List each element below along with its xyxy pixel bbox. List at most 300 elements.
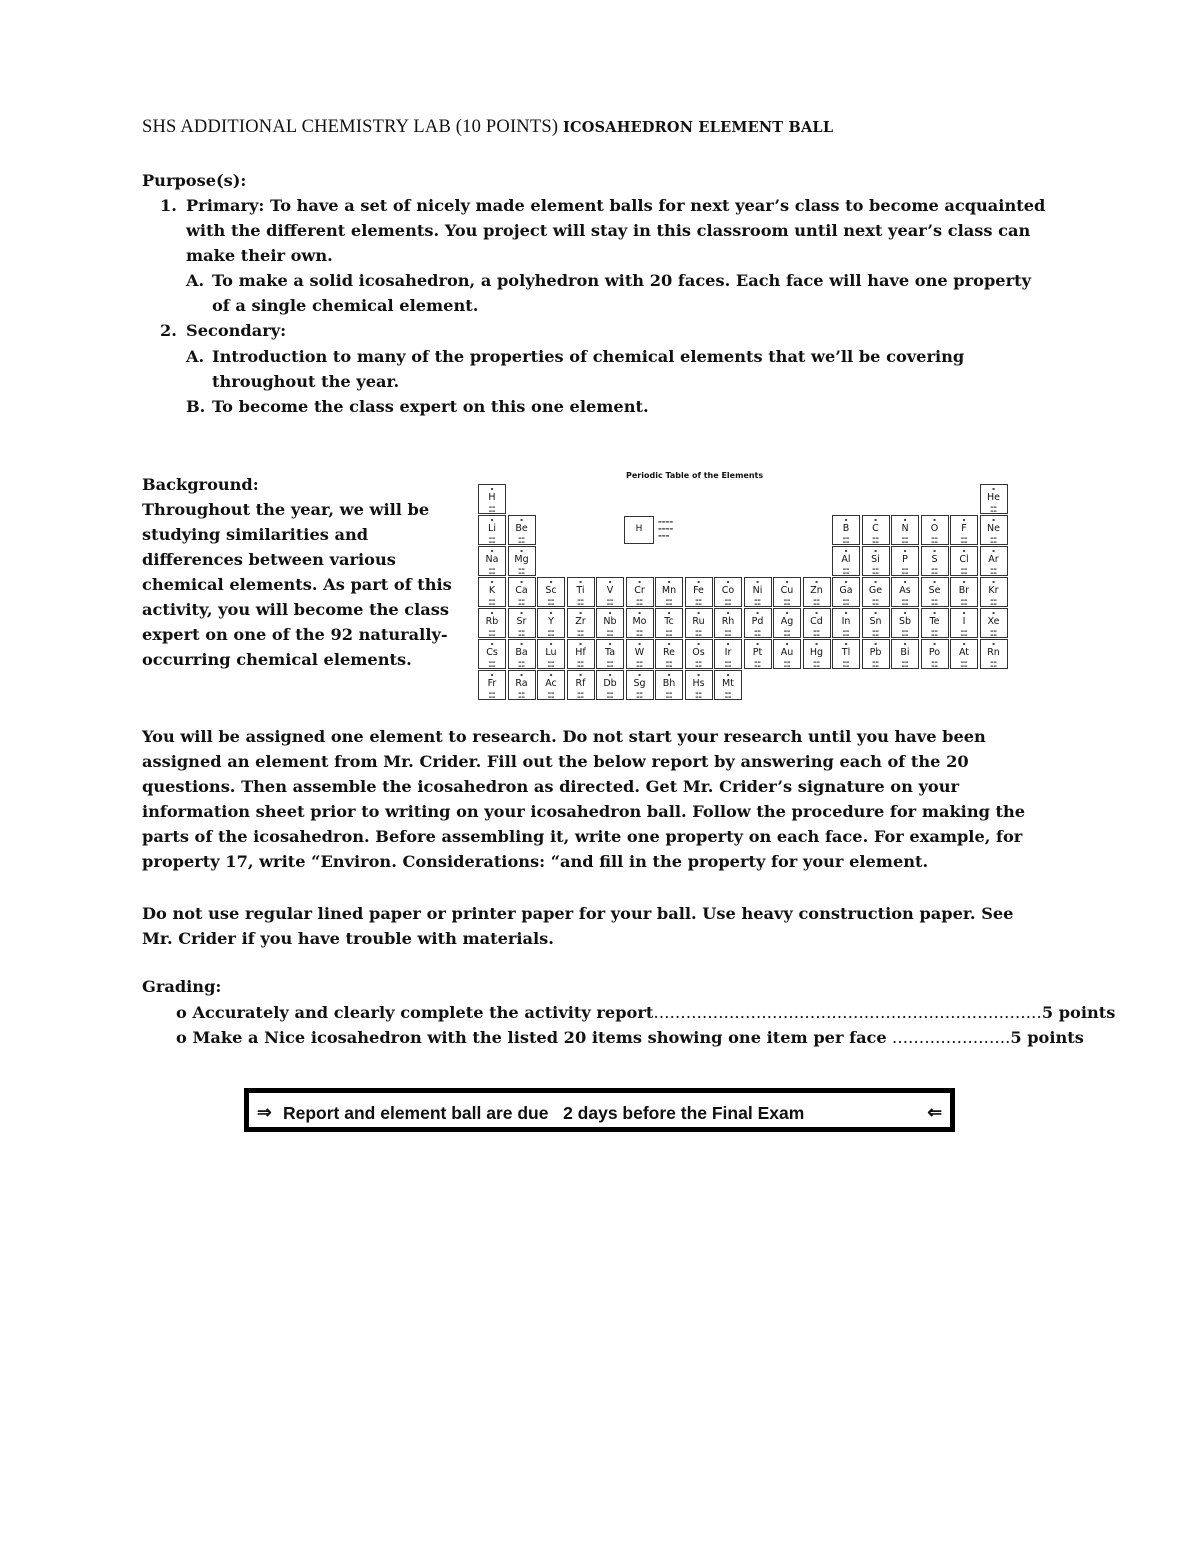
element-number-mark: ▪	[962, 579, 966, 584]
element-number-mark: ▪	[520, 641, 523, 646]
element-symbol: N	[901, 523, 909, 534]
element-cell-cu	[773, 577, 801, 607]
grading-item-1	[176, 1003, 1115, 1022]
element-cell-n	[891, 515, 919, 545]
element-number-mark: ▪	[549, 641, 553, 646]
element-mass-mark: ▬▬	[724, 633, 732, 637]
element-symbol: P	[902, 554, 908, 565]
element-mass-mark: ▬▬	[754, 664, 761, 668]
element-name-mark: ▬▬	[901, 629, 909, 633]
element-symbol: Ar	[988, 554, 999, 565]
element-symbol: Ne	[987, 523, 1000, 534]
element-name-mark: ▬▬	[695, 660, 702, 664]
element-symbol: O	[930, 523, 939, 534]
element-symbol: S	[931, 554, 938, 565]
element-symbol: Fr	[487, 678, 497, 689]
element-number-mark: ▪	[844, 517, 848, 522]
element-mass-mark: ▬▬	[901, 633, 909, 637]
element-mass-mark: ▬▬	[901, 664, 909, 668]
element-symbol: F	[961, 523, 967, 534]
element-name-mark: ▬▬	[488, 660, 496, 664]
element-number-mark: ▪	[549, 610, 553, 615]
element-mass-mark: ▬▬	[783, 664, 791, 668]
element-symbol: Al	[841, 554, 851, 565]
element-cell-re	[655, 639, 683, 669]
element-number-mark: ▪	[490, 486, 494, 491]
element-name-mark: ▬▬	[518, 691, 525, 695]
element-mass-mark: ▬▬	[813, 633, 820, 637]
element-mass-mark: ▬▬	[990, 509, 997, 513]
element-name-mark: ▬▬	[990, 660, 997, 664]
element-symbol: Ru	[692, 616, 705, 627]
element-name-mark: ▬▬	[960, 567, 968, 571]
element-number-mark: ▪	[903, 610, 907, 615]
purpose-item-1-sub-line-1: To make a solid icosahedron, a polyhedron with 20 faces. Each face will have one property	[212, 271, 1031, 290]
element-number-mark: ▪	[667, 641, 671, 646]
grading-item-1-points: 5 points	[1041, 1003, 1116, 1022]
element-name-mark: ▬▬	[695, 629, 702, 633]
element-symbol: Mo	[632, 616, 647, 627]
element-cell-mt	[714, 670, 742, 700]
element-symbol: Lu	[545, 647, 557, 658]
element-number-mark: ▪	[962, 517, 966, 522]
element-number-mark: ▪	[726, 579, 730, 584]
element-name-mark: ▬▬	[665, 660, 673, 664]
element-name-mark: ▬▬	[783, 629, 791, 633]
element-mass-mark: ▬▬	[665, 695, 673, 699]
element-name-mark: ▬▬	[577, 629, 584, 633]
element-mass-mark: ▬▬	[842, 633, 850, 637]
element-name-mark: ▬▬	[931, 536, 938, 540]
element-cell-sg	[626, 670, 654, 700]
element-name-mark: ▬▬	[960, 629, 968, 633]
element-symbol: Os	[692, 647, 705, 658]
element-cell-rn	[980, 639, 1008, 669]
element-number-mark: ▪	[520, 672, 523, 677]
periodic-table-title: Periodic Table of the Elements	[626, 471, 764, 480]
element-mass-mark: ▬▬	[754, 633, 761, 637]
element-number-mark: ▪	[520, 579, 523, 584]
element-symbol: Kr	[988, 585, 999, 596]
element-cell-lu	[537, 639, 565, 669]
element-mass-mark: ▬▬	[547, 695, 555, 699]
element-name-mark: ▬▬	[931, 629, 938, 633]
element-cell-ne	[980, 515, 1008, 545]
periodic-table-key	[624, 516, 654, 544]
element-cell-mn	[655, 577, 683, 607]
element-cell-ca	[508, 577, 536, 607]
element-name-mark: ▬▬	[901, 536, 909, 540]
element-number-mark: ▪	[667, 672, 671, 677]
element-name-mark: ▬▬	[636, 691, 643, 695]
element-number-mark: ▪	[726, 672, 730, 677]
materials-line-1: Do not use regular lined paper or printer paper for your ball. Use heavy construction paper. See	[142, 904, 1014, 923]
element-symbol: I	[962, 616, 966, 627]
grading-item-2-points: 5 points	[1010, 1028, 1084, 1047]
element-symbol: Y	[548, 616, 554, 627]
element-cell-ar	[980, 546, 1008, 576]
grading-item-2-text: Make a Nice icosahedron with the listed 20 items showing one item per face	[192, 1028, 887, 1047]
element-name-mark: ▬▬	[990, 536, 997, 540]
grading-item-2-dots: ………………….	[886, 1028, 1011, 1047]
element-mass-mark: ▬▬	[931, 540, 938, 544]
element-cell-f	[950, 515, 978, 545]
element-symbol: Sb	[898, 616, 912, 627]
element-name-mark: ▬▬	[901, 567, 909, 571]
element-cell-k	[478, 577, 506, 607]
element-mass-mark: ▬▬	[547, 602, 555, 606]
element-symbol: Pt	[752, 647, 763, 658]
element-name-mark: ▬▬	[547, 598, 555, 602]
element-mass-mark: ▬▬	[577, 602, 584, 606]
element-symbol: Sn	[869, 616, 882, 627]
left-arrow-icon: ⇐	[927, 1102, 942, 1122]
element-name-mark: ▬▬	[577, 691, 584, 695]
element-symbol: Ra	[515, 678, 528, 689]
element-symbol: Se	[928, 585, 941, 596]
element-cell-pt	[744, 639, 772, 669]
element-name-mark: ▬▬	[488, 598, 496, 602]
assignment-line-6: property 17, write “Environ. Considerations: “and fill in the property for your element.	[142, 852, 929, 871]
element-name-mark: ▬▬	[990, 629, 997, 633]
element-mass-mark: ▬▬	[518, 602, 525, 606]
element-number-mark: ▪	[903, 579, 907, 584]
grading-heading: Grading:	[142, 977, 222, 996]
background-line-6: expert on one of the 92 naturally-	[142, 625, 448, 644]
element-name-mark: ▬▬	[990, 567, 997, 571]
due-date-box	[244, 1088, 955, 1132]
element-name-mark: ▬▬	[754, 629, 761, 633]
element-name-mark: ▬▬	[488, 505, 496, 509]
element-number-mark: ▪	[697, 579, 700, 584]
element-name-mark: ▬▬	[842, 660, 850, 664]
element-name-mark: ▬▬	[488, 536, 496, 540]
element-mass-mark: ▬▬	[518, 571, 525, 575]
element-number-mark: ▪	[579, 672, 582, 677]
element-number-mark: ▪	[785, 641, 789, 646]
element-symbol: Bi	[900, 647, 910, 658]
element-name-mark: ▬▬	[813, 598, 820, 602]
element-mass-mark: ▬▬	[960, 540, 968, 544]
element-number-mark: ▪	[992, 610, 995, 615]
element-mass-mark: ▬▬	[872, 633, 879, 637]
element-name-mark: ▬▬	[931, 660, 938, 664]
element-symbol: Zn	[810, 585, 823, 596]
element-symbol: Db	[603, 678, 617, 689]
element-mass-mark: ▬▬	[695, 695, 702, 699]
element-mass-mark: ▬▬	[488, 633, 496, 637]
element-mass-mark: ▬▬	[783, 602, 791, 606]
element-symbol: Ca	[515, 585, 528, 596]
element-mass-mark: ▬▬	[872, 571, 879, 575]
purpose-item-2-sub-b-line-1: To become the class expert on this one element.	[212, 397, 649, 416]
element-number-mark: ▪	[726, 610, 730, 615]
materials-line-2: Mr. Crider if you have trouble with materials.	[142, 929, 554, 948]
element-cell-b	[832, 515, 860, 545]
element-mass-mark: ▬▬	[724, 695, 732, 699]
element-cell-au	[773, 639, 801, 669]
element-number-mark: ▪	[756, 610, 759, 615]
element-symbol: Sr	[516, 616, 527, 627]
purpose-item-1-line-1: Primary: To have a set of nicely made element balls for next year’s class to become acquainted	[186, 196, 1046, 215]
element-cell-o	[921, 515, 949, 545]
element-mass-mark: ▬▬	[606, 633, 614, 637]
element-symbol: Zr	[575, 616, 586, 627]
element-cell-rh	[714, 608, 742, 638]
element-mass-mark: ▬▬	[931, 664, 938, 668]
element-number-mark: ▪	[579, 641, 582, 646]
element-mass-mark: ▬▬	[518, 633, 525, 637]
element-number-mark: ▪	[903, 517, 907, 522]
element-cell-h	[478, 484, 506, 514]
element-symbol: Cs	[486, 647, 498, 658]
element-number-mark: ▪	[520, 610, 523, 615]
purpose-item-2-sub-a-label: A.	[186, 347, 205, 366]
element-cell-te	[921, 608, 949, 638]
element-symbol: Cu	[780, 585, 794, 596]
element-symbol: Mg	[514, 554, 529, 565]
background-line-5: activity, you will become the class	[142, 600, 449, 619]
element-symbol: Be	[515, 523, 528, 534]
element-symbol: Cl	[959, 554, 969, 565]
element-number-mark: ▪	[608, 610, 612, 615]
element-cell-os	[685, 639, 713, 669]
element-name-mark: ▬▬	[665, 629, 673, 633]
element-name-mark: ▬▬	[783, 598, 791, 602]
element-symbol: Fe	[693, 585, 704, 596]
element-number-mark: ▪	[697, 641, 700, 646]
element-symbol: Rb	[485, 616, 499, 627]
element-mass-mark: ▬▬	[872, 540, 879, 544]
element-name-mark: ▬▬	[901, 660, 909, 664]
element-symbol: Rh	[721, 616, 735, 627]
assignment-line-1: You will be assigned one element to research. Do not start your research until you have been	[142, 727, 986, 746]
element-name-mark: ▬▬	[518, 536, 525, 540]
element-symbol: He	[987, 492, 1000, 503]
title-part-1: SHS ADDITIONAL CHEMISTRY LAB (10 POINTS)	[142, 117, 559, 137]
element-symbol: Po	[928, 647, 941, 658]
element-cell-sr	[508, 608, 536, 638]
element-number-mark: ▪	[520, 548, 523, 553]
element-mass-mark: ▬▬	[606, 602, 614, 606]
element-symbol: Hf	[575, 647, 586, 658]
element-symbol: Au	[780, 647, 794, 658]
element-number-mark: ▪	[697, 672, 700, 677]
purpose-item-1-line-3: make their own.	[186, 246, 333, 265]
document-title	[142, 117, 833, 138]
element-name-mark: ▬▬	[695, 691, 702, 695]
element-number-mark: ▪	[874, 610, 877, 615]
element-symbol: Nb	[603, 616, 617, 627]
element-name-mark: ▬▬	[577, 598, 584, 602]
element-mass-mark: ▬▬	[636, 664, 643, 668]
element-number-mark: ▪	[549, 672, 553, 677]
element-name-mark: ▬▬	[754, 660, 761, 664]
element-symbol: Rf	[575, 678, 586, 689]
element-symbol: B	[842, 523, 850, 534]
element-number-mark: ▪	[844, 641, 848, 646]
element-symbol: Cr	[634, 585, 645, 596]
element-symbol: In	[841, 616, 851, 627]
element-name-mark: ▬▬	[724, 598, 732, 602]
element-number-mark: ▪	[874, 641, 877, 646]
element-mass-mark: ▬▬	[665, 602, 673, 606]
element-mass-mark: ▬▬	[547, 664, 555, 668]
element-symbol: Cd	[810, 616, 823, 627]
element-cell-rf	[567, 670, 595, 700]
element-mass-mark: ▬▬	[960, 602, 968, 606]
element-symbol: Tc	[664, 616, 674, 627]
element-cell-he	[980, 484, 1008, 514]
element-name-mark: ▬▬	[931, 567, 938, 571]
element-mass-mark: ▬▬	[606, 695, 614, 699]
element-cell-sb	[891, 608, 919, 638]
element-cell-be	[508, 515, 536, 545]
element-cell-i	[950, 608, 978, 638]
grading-item-1-dots: ………………………………………………………………	[653, 1003, 1042, 1022]
element-number-mark: ▪	[962, 610, 966, 615]
element-mass-mark: ▬▬	[577, 695, 584, 699]
element-cell-as	[891, 577, 919, 607]
element-symbol: Br	[958, 585, 970, 596]
element-name-mark: ▬▬	[606, 660, 614, 664]
element-mass-mark: ▬▬	[636, 602, 643, 606]
element-name-mark: ▬▬	[518, 567, 525, 571]
element-cell-rb	[478, 608, 506, 638]
element-mass-mark: ▬▬	[960, 633, 968, 637]
element-number-mark: ▪	[785, 579, 789, 584]
element-name-mark: ▬▬	[547, 660, 555, 664]
element-mass-mark: ▬▬	[606, 664, 614, 668]
element-mass-mark: ▬▬	[842, 664, 850, 668]
element-cell-se	[921, 577, 949, 607]
element-name-mark: ▬▬	[960, 598, 968, 602]
element-mass-mark: ▬▬	[901, 571, 909, 575]
element-name-mark: ▬▬	[783, 660, 791, 664]
element-mass-mark: ▬▬	[990, 602, 997, 606]
element-number-mark: ▪	[490, 610, 494, 615]
element-mass-mark: ▬▬	[754, 602, 761, 606]
element-cell-ni	[744, 577, 772, 607]
element-name-mark: ▬▬	[518, 629, 525, 633]
purpose-item-1-sub-label: A.	[186, 271, 205, 290]
element-name-mark: ▬▬	[577, 660, 584, 664]
element-number-mark: ▪	[933, 548, 936, 553]
element-number-mark: ▪	[490, 517, 494, 522]
element-number-mark: ▪	[638, 641, 641, 646]
element-name-mark: ▬▬	[695, 598, 702, 602]
element-cell-at	[950, 639, 978, 669]
element-number-mark: ▪	[992, 579, 995, 584]
element-cell-db	[596, 670, 624, 700]
element-mass-mark: ▬▬	[488, 571, 496, 575]
element-cell-v	[596, 577, 624, 607]
element-number-mark: ▪	[962, 548, 966, 553]
element-name-mark: ▬▬	[547, 629, 555, 633]
element-symbol: Ta	[604, 647, 616, 658]
element-mass-mark: ▬▬	[813, 602, 820, 606]
element-mass-mark: ▬▬	[577, 664, 584, 668]
element-number-mark: ▪	[490, 579, 494, 584]
element-cell-hf	[567, 639, 595, 669]
element-name-mark: ▬▬	[636, 629, 643, 633]
element-mass-mark: ▬▬	[990, 633, 997, 637]
element-name-mark: ▬▬	[960, 660, 968, 664]
element-mass-mark: ▬▬	[724, 602, 732, 606]
element-name-mark: ▬▬	[842, 536, 850, 540]
element-name-mark: ▬▬	[754, 598, 761, 602]
background-line-3: differences between various	[142, 550, 396, 569]
element-cell-ba	[508, 639, 536, 669]
element-symbol: Ac	[545, 678, 557, 689]
assignment-line-5: parts of the icosahedron. Before assembling it, write one property on each face. For example, for	[142, 827, 1023, 846]
element-mass-mark: ▬▬	[518, 664, 525, 668]
element-name-mark: ▬▬	[724, 691, 732, 695]
background-line-4: chemical elements. As part of this	[142, 575, 452, 594]
element-number-mark: ▪	[549, 579, 553, 584]
element-number-mark: ▪	[697, 610, 700, 615]
element-mass-mark: ▬▬	[577, 633, 584, 637]
element-cell-y	[537, 608, 565, 638]
element-mass-mark: ▬▬	[488, 540, 496, 544]
element-number-mark: ▪	[815, 641, 818, 646]
element-number-mark: ▪	[933, 641, 936, 646]
element-cell-w	[626, 639, 654, 669]
assignment-line-2: assigned an element from Mr. Crider. Fill out the below report by answering each of the 20	[142, 752, 969, 771]
element-cell-cs	[478, 639, 506, 669]
element-number-mark: ▪	[490, 672, 494, 677]
element-mass-mark: ▬▬	[990, 571, 997, 575]
element-cell-ta	[596, 639, 624, 669]
element-cell-cl	[950, 546, 978, 576]
element-name-mark: ▬▬	[488, 629, 496, 633]
element-name-mark: ▬▬	[606, 598, 614, 602]
element-number-mark: ▪	[579, 579, 582, 584]
element-cell-c	[862, 515, 890, 545]
purpose-item-2-text: Secondary:	[186, 321, 287, 340]
element-number-mark: ▪	[844, 579, 848, 584]
element-name-mark: ▬▬	[813, 660, 820, 664]
element-symbol: Hs	[692, 678, 705, 689]
element-name-mark: ▬▬	[842, 629, 850, 633]
element-number-mark: ▪	[756, 579, 759, 584]
element-number-mark: ▪	[874, 548, 877, 553]
element-symbol: Sc	[545, 585, 557, 596]
element-symbol: At	[958, 647, 970, 658]
element-mass-mark: ▬▬	[842, 540, 850, 544]
due-date-text: Report and element ball are due 2 days before the Final Exam	[283, 1103, 805, 1123]
element-number-mark: ▪	[815, 579, 818, 584]
element-name-mark: ▬▬	[872, 598, 879, 602]
element-cell-fr	[478, 670, 506, 700]
element-symbol: Si	[871, 554, 880, 565]
purpose-item-2-label: 2.	[160, 321, 177, 340]
element-symbol: W	[634, 647, 645, 658]
element-number-mark: ▪	[815, 610, 818, 615]
element-name-mark: ▬▬	[990, 505, 997, 509]
periodic-table-key-symbol: H	[635, 524, 643, 534]
element-name-mark: ▬▬	[518, 598, 525, 602]
element-cell-cr	[626, 577, 654, 607]
element-mass-mark: ▬▬	[488, 695, 496, 699]
element-mass-mark: ▬▬	[990, 540, 997, 544]
element-number-mark: ▪	[992, 641, 995, 646]
element-mass-mark: ▬▬	[695, 602, 702, 606]
element-cell-al	[832, 546, 860, 576]
element-number-mark: ▪	[726, 641, 730, 646]
element-name-mark: ▬▬	[636, 598, 643, 602]
element-mass-mark: ▬▬	[695, 633, 702, 637]
